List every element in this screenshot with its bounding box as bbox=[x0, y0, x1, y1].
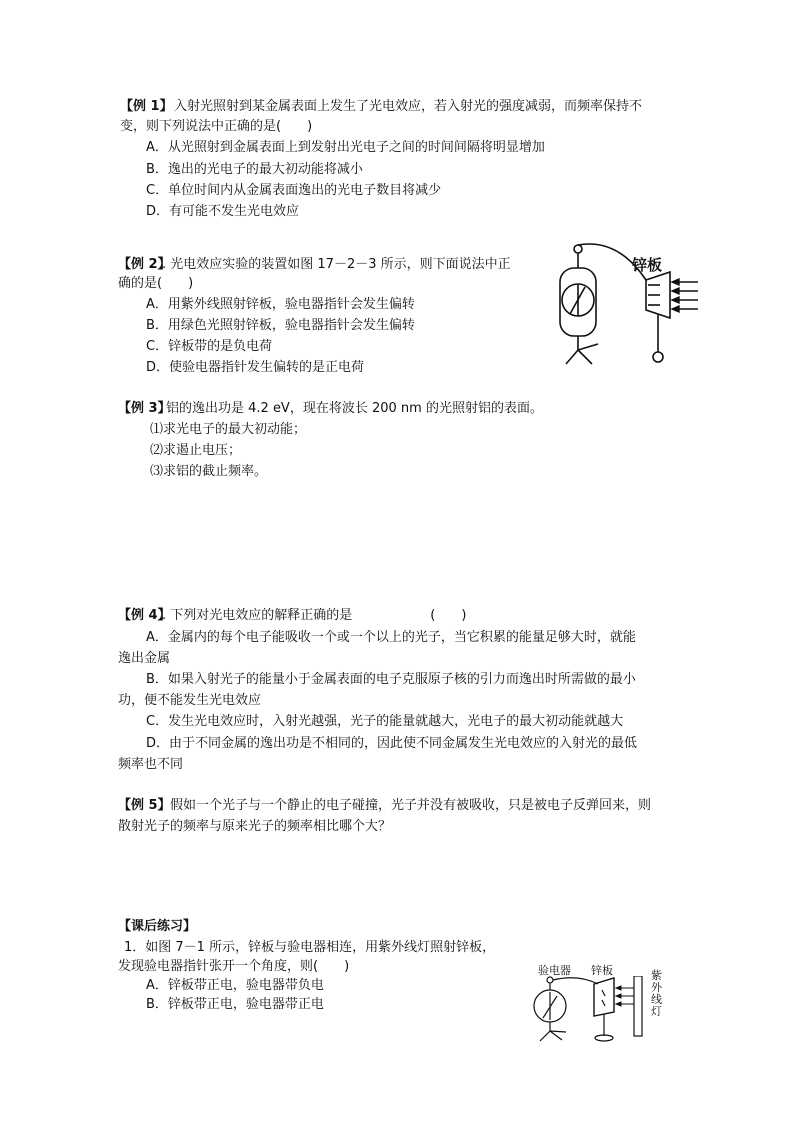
ex4-option-a-line2: 逸出金属 bbox=[118, 651, 171, 666]
practice-q1-line2: 发现验电器指针张开一个角度，则( ) bbox=[118, 959, 350, 974]
practice-option-a: A．锌板带正电，验电器带负电 bbox=[146, 978, 324, 993]
ex2-question-line2: 确的是( ) bbox=[118, 276, 194, 291]
ex1-option-c: C．单位时间内从金属表面逸出的光电子数目将减少 bbox=[146, 183, 442, 198]
ex2-question-line1: . 光电效应实验的装置如图 17－2－3 所示，则下面说法中正 bbox=[162, 257, 511, 272]
ex4-tag: 【例 4】 bbox=[118, 608, 171, 623]
ex2-option-a: A．用紫外线照射锌板，验电器指针会发生偏转 bbox=[146, 297, 415, 312]
practice-option-b: B．锌板带正电，验电器带正电 bbox=[146, 997, 324, 1012]
ex5-question-line1: 假如一个光子与一个静止的电子碰撞，光子并没有被吸收，只是被电子反弹回来，则 bbox=[170, 798, 652, 813]
ex1-option-b: B．逸出的光电子的最大初动能将减小 bbox=[146, 162, 363, 177]
ex2-tag: 【例 2】 bbox=[118, 257, 171, 272]
ex4-option-d-line1: D．由于不同金属的逸出功是不相同的，因此使不同金属发生光电效应的入射光的最低 bbox=[146, 736, 638, 751]
practice-fig-uv-lamp-label: 紫外线灯 bbox=[651, 969, 662, 1018]
ex4-option-a-line1: A．金属内的每个电子能吸收一个或一个以上的光子，当它积累的能量足够大时，就能 bbox=[146, 630, 636, 645]
ex2-option-d: D．使验电器指针发生偏转的是正电荷 bbox=[146, 360, 365, 375]
ex1-question-line2: 变，则下列说法中正确的是( ) bbox=[120, 119, 313, 134]
practice-header: 【课后练习】 bbox=[118, 919, 197, 934]
ex4-question-line1: . 下列对光电效应的解释正确的是 ( ) bbox=[162, 608, 467, 623]
ex3-item-1: ⑴求光电子的最大初动能； bbox=[150, 422, 307, 437]
ex5-tag: 【例 5】 bbox=[118, 798, 171, 813]
ex5-question-line2: 散射光子的频率与原来光子的频率相比哪个大？ bbox=[118, 819, 392, 834]
practice-fig-zinc-label: 锌板 bbox=[591, 964, 613, 977]
practice-fig-electroscope-label: 验电器 bbox=[538, 964, 571, 977]
ex2-option-b: B．用绿色光照射锌板，验电器指针会发生偏转 bbox=[146, 318, 415, 333]
ex4-option-d-line2: 频率也不同 bbox=[118, 757, 184, 772]
ex3-tag: 【例 3】 bbox=[118, 401, 171, 416]
ex1-question-line1: 入射光照射到某金属表面上发生了光电效应，若入射光的强度减弱，而频率保持不 bbox=[174, 99, 643, 114]
ex4-option-b-line2: 功，便不能发生光电效应 bbox=[118, 693, 262, 708]
ex1-option-a: A．从光照射到金属表面上到发射出光电子之间的时间间隔将明显增加 bbox=[146, 140, 545, 155]
ex2-apparatus-figure bbox=[548, 240, 698, 370]
ex1-tag: 【例 1】 bbox=[120, 99, 173, 114]
ex1-option-d: D．有可能不发生光电效应 bbox=[146, 204, 300, 219]
ex3-item-2: ⑵求遏止电压； bbox=[150, 443, 242, 458]
ex3-item-3: ⑶求铝的截止频率。 bbox=[150, 464, 268, 479]
ex4-option-c: C．发生光电效应时，入射光越强，光子的能量就越大，光电子的最大初动能就越大 bbox=[146, 714, 624, 729]
ex3-question-line1: 铝的逸出功是 4.2 eV，现在将波长 200 nm 的光照射铝的表面。 bbox=[166, 401, 543, 416]
practice-apparatus-figure bbox=[528, 976, 656, 1046]
ex2-figure-zinc-label: 锌板 bbox=[632, 256, 663, 274]
practice-q1-line1: 1．如图 7－1 所示，锌板与验电器相连，用紫外线灯照射锌板， bbox=[124, 940, 496, 955]
ex4-option-b-line1: B．如果入射光子的能量小于金属表面的电子克服原子核的引力而逸出时所需做的最小 bbox=[146, 672, 636, 687]
ex2-option-c: C．锌板带的是负电荷 bbox=[146, 339, 273, 354]
